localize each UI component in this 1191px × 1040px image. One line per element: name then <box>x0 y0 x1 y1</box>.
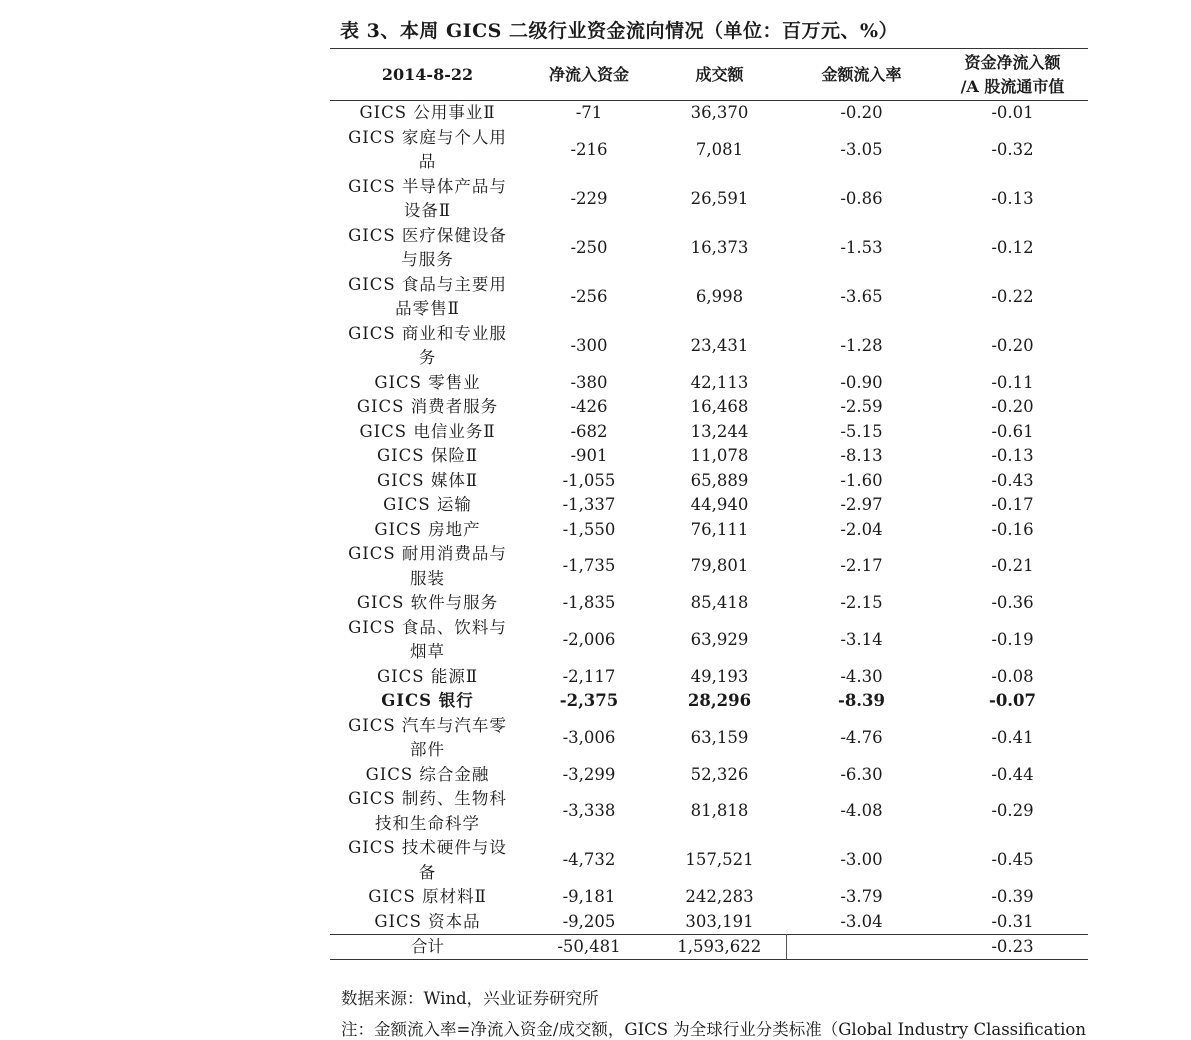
header-text: 成交额 <box>695 64 744 84</box>
table-row <box>330 836 1088 885</box>
inflow-rate-cell: -4.08 <box>840 801 883 821</box>
net-inflow-cell: -426 <box>570 397 608 416</box>
header-text: /A 股流通市值 <box>960 76 1065 96</box>
ratio-cell: -0.20 <box>991 335 1034 355</box>
table-header <box>330 49 1088 101</box>
net-inflow-cell: -2,006 <box>562 629 616 649</box>
net-inflow-cell: -2,117 <box>562 666 616 686</box>
table-row <box>330 322 1088 371</box>
inflow-rate-cell: -0.90 <box>840 372 883 392</box>
industry-name-cell: GICS 原材料Ⅱ <box>368 887 487 906</box>
table-row <box>330 616 1088 665</box>
turnover-cell: 81,818 <box>690 801 749 821</box>
ratio-cell: -0.41 <box>991 727 1034 747</box>
table-row <box>330 885 1088 910</box>
ratio-cell: -0.19 <box>991 629 1034 649</box>
header-text: 资金净流入额 <box>964 52 1061 72</box>
turnover-cell: 6,998 <box>695 286 744 306</box>
ratio-cell: -0.13 <box>991 446 1034 465</box>
industry-name-cell: GICS 房地产 <box>374 519 481 539</box>
net-inflow-cell: -1,337 <box>562 495 616 514</box>
total-row <box>330 935 1088 960</box>
turnover-cell: 85,418 <box>690 593 749 612</box>
net-inflow-cell: -300 <box>570 335 608 355</box>
net-inflow-cell: -216 <box>570 139 608 159</box>
inflow-rate-cell: -4.30 <box>840 666 883 686</box>
net-inflow-cell: -3,338 <box>562 801 616 821</box>
industry-name-cell: GICS 制药、生物科技和生命科学 <box>348 789 507 833</box>
total-turnover-cell: 1,593,622 <box>653 935 786 960</box>
inflow-rate-cell: -2.97 <box>840 495 883 514</box>
table-body <box>330 101 1088 960</box>
turnover-cell: 303,191 <box>685 911 754 931</box>
inflow-rate-cell: -2.15 <box>840 593 883 612</box>
table-row <box>330 175 1088 224</box>
inflow-rate-cell: -1.60 <box>840 470 883 490</box>
industry-name-cell: GICS 零售业 <box>374 372 481 392</box>
table-row <box>330 665 1088 690</box>
turnover-cell: 42,113 <box>690 372 749 392</box>
turnover-cell: 28,296 <box>687 691 752 710</box>
header-net-inflow-ratio <box>937 49 1088 101</box>
inflow-rate-cell: -3.05 <box>840 139 883 159</box>
inflow-rate-cell: -8.13 <box>840 446 883 465</box>
industry-name-cell: GICS 软件与服务 <box>356 593 499 612</box>
industry-name-cell: GICS 综合金融 <box>365 764 490 784</box>
net-inflow-cell: -380 <box>570 372 608 392</box>
turnover-cell: 79,801 <box>690 556 749 576</box>
industry-name-cell: GICS 半导体产品与设备Ⅱ <box>348 176 507 220</box>
table-row <box>330 493 1088 518</box>
ratio-cell: -0.11 <box>991 372 1034 392</box>
total-inflow-rate-cell <box>786 935 937 960</box>
ratio-cell: -0.45 <box>991 850 1034 870</box>
inflow-rate-cell: -1.28 <box>840 335 883 355</box>
net-inflow-cell: -71 <box>575 103 603 122</box>
industry-name-cell: GICS 食品、饮料与烟草 <box>348 617 507 661</box>
industry-name-cell: GICS 技术硬件与设备 <box>348 838 507 882</box>
table-row <box>330 910 1088 935</box>
table-row <box>330 444 1088 469</box>
net-inflow-cell: -3,299 <box>562 764 616 784</box>
total-ratio-cell: -0.23 <box>937 935 1088 960</box>
inflow-rate-cell: -3.14 <box>840 629 883 649</box>
ratio-cell: -0.31 <box>991 911 1034 931</box>
table-row <box>330 542 1088 591</box>
turnover-cell: 11,078 <box>690 446 749 465</box>
turnover-cell: 63,929 <box>690 629 749 649</box>
inflow-rate-cell: -2.59 <box>840 397 883 416</box>
ratio-cell: -0.16 <box>991 519 1034 539</box>
net-inflow-cell: -1,835 <box>562 593 616 612</box>
ratio-cell: -0.22 <box>991 286 1034 306</box>
net-inflow-cell: -682 <box>570 421 608 441</box>
net-inflow-cell: -901 <box>570 446 608 465</box>
industry-name-cell: GICS 医疗保健设备与服务 <box>348 225 507 269</box>
table-caption: 表 3、本周 GICS 二级行业资金流向情况（单位：百万元、%） <box>340 20 899 42</box>
ratio-cell: -0.21 <box>991 556 1034 576</box>
header-date <box>330 49 525 101</box>
table-row <box>330 371 1088 396</box>
industry-name-cell: GICS 汽车与汽车零部件 <box>348 715 507 759</box>
net-inflow-cell: -229 <box>570 188 608 208</box>
table-row <box>330 420 1088 445</box>
fund-flow-table <box>330 48 1088 960</box>
industry-name-cell: GICS 消费者服务 <box>356 397 499 416</box>
header-row <box>330 49 1088 101</box>
ratio-cell: -0.44 <box>991 764 1034 784</box>
turnover-cell: 49,193 <box>690 666 749 686</box>
ratio-cell: -0.32 <box>991 139 1034 159</box>
table-row <box>330 469 1088 494</box>
industry-name-cell: GICS 保险Ⅱ <box>376 446 479 465</box>
table-row <box>330 273 1088 322</box>
ratio-cell: -0.01 <box>991 103 1034 122</box>
table-row <box>330 763 1088 788</box>
turnover-cell: 23,431 <box>690 335 749 355</box>
net-inflow-cell: -2,375 <box>559 691 619 710</box>
net-inflow-cell: -9,181 <box>562 887 616 906</box>
ratio-cell: -0.08 <box>991 666 1034 686</box>
industry-name-cell: GICS 能源Ⅱ <box>376 666 479 686</box>
industry-name-cell: GICS 运输 <box>383 495 472 514</box>
data-source-note: 数据来源：Wind，兴业证券研究所 <box>341 989 599 1008</box>
total-industry-name-cell: 合计 <box>330 935 525 960</box>
inflow-rate-cell: -3.79 <box>840 887 883 906</box>
turnover-cell: 16,468 <box>690 397 749 416</box>
turnover-cell: 76,111 <box>690 519 749 539</box>
net-inflow-cell: -256 <box>570 286 608 306</box>
inflow-rate-cell: -6.30 <box>840 764 883 784</box>
industry-name-cell: GICS 资本品 <box>374 911 481 931</box>
table-row <box>330 395 1088 420</box>
inflow-rate-cell: -3.65 <box>840 286 883 306</box>
header-text: 金额流入率 <box>821 64 902 84</box>
ratio-cell: -0.61 <box>991 421 1034 441</box>
inflow-rate-cell: -2.04 <box>840 519 883 539</box>
industry-name-cell: GICS 食品与主要用品零售Ⅱ <box>348 274 507 318</box>
net-inflow-cell: -1,735 <box>562 556 616 576</box>
net-inflow-cell: -250 <box>570 237 608 257</box>
net-inflow-cell: -1,055 <box>562 470 616 490</box>
industry-name-cell: GICS 公用事业Ⅱ <box>359 103 496 122</box>
industry-name-cell: GICS 耐用消费品与服装 <box>348 544 507 588</box>
header-inflow-rate <box>786 49 937 101</box>
table-row <box>330 126 1088 175</box>
ratio-cell: -0.17 <box>991 495 1034 514</box>
net-inflow-cell: -3,006 <box>562 727 616 747</box>
turnover-cell: 13,244 <box>690 421 749 441</box>
industry-name-cell: GICS 电信业务Ⅱ <box>359 421 496 441</box>
turnover-cell: 16,373 <box>690 237 749 257</box>
table-row <box>330 689 1088 714</box>
turnover-cell: 157,521 <box>685 850 754 870</box>
net-inflow-cell: -4,732 <box>562 850 616 870</box>
industry-name-cell: GICS 家庭与个人用品 <box>348 127 507 171</box>
industry-name-cell: GICS 银行 <box>381 691 474 710</box>
footnote: 注：金额流入率=净流入资金/成交额，GICS 为全球行业分类标准（Global Industry Classification <box>341 1020 1086 1039</box>
inflow-rate-cell: -0.86 <box>840 188 883 208</box>
ratio-cell: -0.36 <box>991 593 1034 612</box>
inflow-rate-cell: -0.20 <box>840 103 883 122</box>
turnover-cell: 44,940 <box>690 495 749 514</box>
inflow-rate-cell: -4.76 <box>840 727 883 747</box>
header-text: 2014-8-22 <box>381 64 474 84</box>
header-text: 净流入资金 <box>548 64 629 84</box>
table-row <box>330 101 1088 126</box>
turnover-cell: 36,370 <box>690 103 749 122</box>
industry-name-cell: GICS 媒体Ⅱ <box>376 470 479 490</box>
inflow-rate-cell: -2.17 <box>840 556 883 576</box>
inflow-rate-cell: -3.00 <box>840 850 883 870</box>
table-row <box>330 591 1088 616</box>
inflow-rate-cell: -8.39 <box>837 691 886 710</box>
inflow-rate-cell: -1.53 <box>840 237 883 257</box>
ratio-cell: -0.43 <box>991 470 1034 490</box>
turnover-cell: 63,159 <box>690 727 749 747</box>
ratio-cell: -0.13 <box>991 188 1034 208</box>
header-net-inflow <box>525 49 653 101</box>
ratio-cell: -0.07 <box>988 691 1037 710</box>
ratio-cell: -0.20 <box>991 397 1034 416</box>
ratio-cell: -0.12 <box>991 237 1034 257</box>
table-row <box>330 224 1088 273</box>
turnover-cell: 65,889 <box>690 470 749 490</box>
table-row <box>330 518 1088 543</box>
header-turnover <box>653 49 786 101</box>
net-inflow-cell: -1,550 <box>562 519 616 539</box>
turnover-cell: 52,326 <box>690 764 749 784</box>
total-net-inflow-cell: -50,481 <box>525 935 653 960</box>
industry-name-cell: GICS 商业和专业服务 <box>348 323 507 367</box>
turnover-cell: 7,081 <box>695 139 744 159</box>
inflow-rate-cell: -3.04 <box>840 911 883 931</box>
ratio-cell: -0.29 <box>991 801 1034 821</box>
turnover-cell: 242,283 <box>685 887 754 906</box>
ratio-cell: -0.39 <box>991 887 1034 906</box>
inflow-rate-cell: -5.15 <box>840 421 883 441</box>
net-inflow-cell: -9,205 <box>562 911 616 931</box>
turnover-cell: 26,591 <box>690 188 749 208</box>
table-row <box>330 714 1088 763</box>
table-row <box>330 787 1088 836</box>
